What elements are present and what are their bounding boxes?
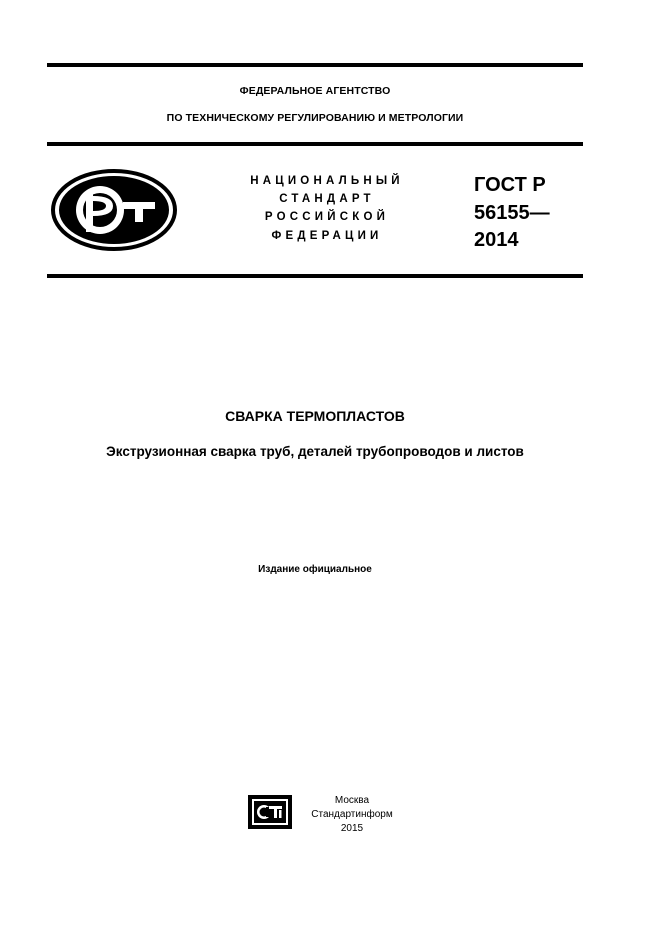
publisher-name: Стандартинформ (311, 809, 393, 820)
gost-designation-line-3: 2014 (474, 229, 519, 251)
national-standard-line-4: ФЕДЕРАЦИИ (271, 230, 383, 242)
publisher-year: 2015 (340, 823, 364, 834)
agency-line-2: ПО ТЕХНИЧЕСКОМУ РЕГУЛИРОВАНИЮ И МЕТРОЛОГИИ (166, 112, 464, 124)
gost-designation-line-2: 56155— (474, 202, 550, 224)
national-standard-line-1: НАЦИОНАЛЬНЫЙ (250, 175, 404, 187)
agency-line-1: ФЕДЕРАЛЬНОЕ АГЕНТСТВО (239, 85, 391, 97)
top-rule (47, 63, 583, 67)
gost-designation-line-1: ГОСТ Р (474, 174, 546, 196)
document-subtitle: Экструзионная сварка труб, деталей трубопроводов и листов (106, 444, 524, 459)
document-title: СВАРКА ТЕРМОПЛАСТОВ (225, 408, 405, 424)
bottom-header-rule (47, 274, 583, 278)
edition-label: Издание официальное (258, 564, 372, 575)
standartinform-logo-icon (248, 795, 292, 829)
publisher-city: Москва (334, 795, 370, 806)
rst-logo-icon (50, 168, 178, 252)
middle-rule (47, 142, 583, 146)
national-standard-line-3: РОССИЙСКОЙ (264, 211, 390, 223)
national-standard-line-2: СТАНДАРТ (279, 193, 375, 205)
